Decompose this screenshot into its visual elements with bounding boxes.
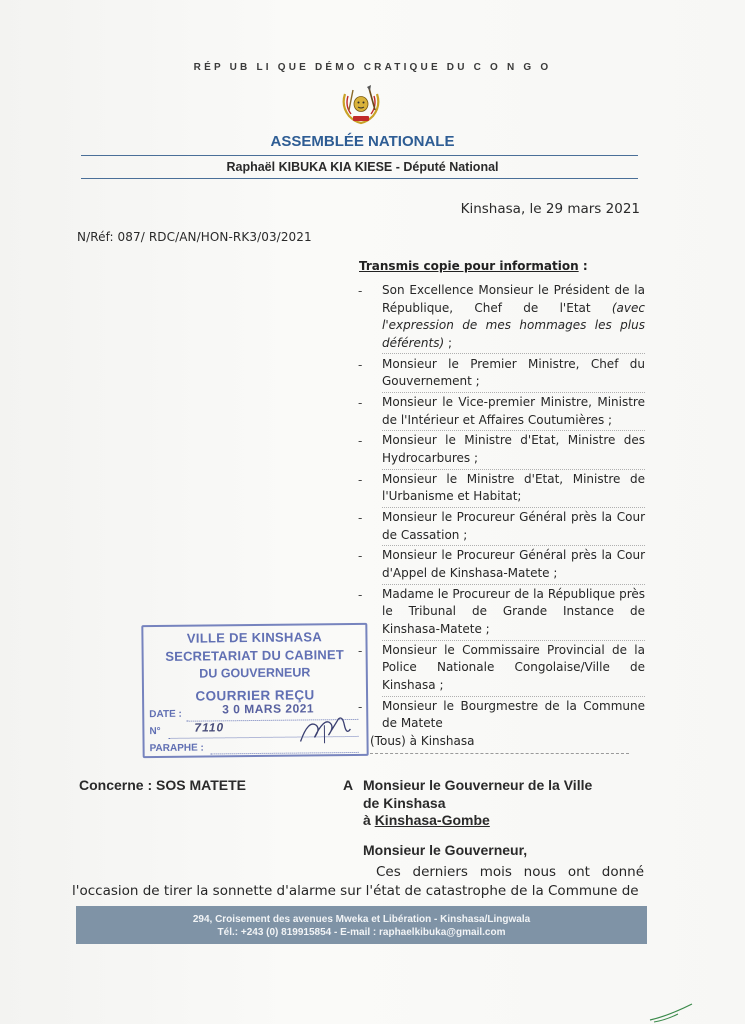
addressee-prefix: A	[343, 777, 354, 793]
recipient-item	[356, 642, 645, 695]
stamp-number-value: 7110	[194, 720, 225, 735]
body-text-line-2: l'occasion de tirer la sonnette d'alarme sur l'état de catastrophe de la Commune de	[72, 883, 639, 899]
recipient-item	[356, 586, 645, 639]
recipient-item	[356, 282, 645, 352]
dotted-separator	[382, 584, 645, 585]
dashed-divider	[370, 753, 629, 754]
addressee-place	[343, 812, 592, 830]
coat-of-arms-emblem	[339, 84, 383, 126]
recipient-text: Monsieur le Procureur Général près la Cour d'Appel de Kinshasa-Matete ;	[382, 548, 645, 581]
recipient-item	[356, 394, 645, 429]
addressee-place-prefix: à	[363, 812, 375, 828]
dotted-separator	[382, 696, 645, 697]
recipient-text: Monsieur le Premier Ministre, Chef du Gouvernement ;	[382, 356, 645, 389]
subject-line: Concerne : SOS MATETE	[79, 777, 246, 793]
copy-heading	[359, 259, 588, 273]
stamp-received: COURRIER REÇU	[195, 687, 315, 704]
stamp-paraphe-line	[211, 752, 359, 755]
dotted-separator	[382, 392, 645, 393]
reference-number: N/Réf: 087/ RDC/AN/HON-RK3/03/2021	[77, 230, 312, 244]
dotted-separator	[382, 430, 645, 431]
handwritten-signature	[294, 713, 354, 748]
recipient-list	[356, 282, 645, 736]
recipient-item	[356, 432, 645, 467]
pen-mark	[648, 1000, 696, 1024]
header-rule-top	[81, 155, 638, 156]
recipient-text: Monsieur le Bourgmestre de la Commune de Matete	[382, 698, 645, 731]
recipient-note: (avec l'expression de mes hommages les plus déférents)	[382, 300, 645, 350]
recipient-text: Monsieur le Ministre d'Etat, Ministre de l'Urbanisme et Habitat;	[382, 471, 645, 504]
addressee-block	[343, 777, 592, 830]
copy-heading-colon: :	[578, 259, 588, 273]
body-text-line-1: Ces derniers mois nous ont donné	[376, 864, 644, 880]
recipient-text: Son Excellence Monsieur le Président de la République, Chef de l'Etat	[382, 283, 645, 315]
stamp-paraphe-label: PARAPHE :	[149, 742, 204, 755]
recipient-item	[356, 471, 645, 506]
stamp-date-value: 3 0 MARS 2021	[222, 701, 315, 717]
republic-heading: RÉP UB LI QUE DÉMO CRATIQUE DU C O N G O	[193, 62, 552, 73]
addressee-place-name: Kinshasa-Gombe	[374, 812, 490, 828]
recipient-item	[356, 698, 645, 733]
addressee-city: de Kinshasa	[363, 794, 446, 811]
recipient-end: ;	[444, 335, 453, 350]
addressee-title: Monsieur le Gouverneur de la Ville	[363, 777, 593, 793]
stamp-city: VILLE DE KINSHASA	[186, 629, 323, 646]
recipient-item	[356, 547, 645, 582]
dotted-separator	[382, 469, 645, 470]
recipient-text: Madame le Procureur de la République près le Tribunal de Grande Instance de Kinshasa-Matete ;	[382, 586, 645, 636]
stamp-date-label: DATE :	[149, 708, 182, 721]
stamp-secretariat: SECRETARIAT DU CABINET	[165, 647, 345, 664]
assembly-title: ASSEMBLÉE NATIONALE	[270, 133, 455, 150]
footer-contact: Tél.: +243 (0) 819915854 - E-mail : raphaelkibuka@gmail.com	[217, 927, 506, 938]
recipient-text: Monsieur le Ministre d'Etat, Ministre des Hydrocarbures ;	[382, 433, 645, 465]
dotted-separator	[382, 640, 645, 641]
salutation: Monsieur le Gouverneur,	[363, 842, 528, 858]
copy-heading-label: Transmis copie pour information	[359, 259, 579, 273]
recipients-location: (Tous) à Kinshasa	[370, 734, 475, 748]
stamp-number-label: N°	[149, 725, 161, 738]
recipient-text: Monsieur le Vice-premier Ministre, Ministre de l'Intérieur et Affaires Coutumières ;	[382, 394, 645, 427]
recipient-item	[356, 356, 645, 391]
dotted-separator	[382, 545, 645, 546]
recipient-text: Monsieur le Procureur Général près la Cour de Cassation ;	[382, 510, 645, 542]
dotted-separator	[382, 507, 645, 508]
header-rule-bottom	[81, 178, 638, 179]
recipient-item	[356, 509, 645, 544]
dotted-separator	[382, 353, 645, 354]
footer-address: 294, Croisement des avenues Mweka et Libération - Kinshasa/Lingwala	[192, 914, 531, 925]
deputy-name: Raphaël KIBUKA KIA KIESE - Député National	[226, 160, 499, 174]
stamp-governor: DU GOUVERNEUR	[199, 665, 311, 681]
recipient-text: Monsieur le Commissaire Provincial de la Police Nationale Congolaise/Ville de Kinshasa ;	[382, 642, 645, 692]
reception-stamp	[141, 623, 368, 758]
place-date: Kinshasa, le 29 mars 2021	[460, 201, 640, 217]
footer-band	[76, 906, 647, 944]
